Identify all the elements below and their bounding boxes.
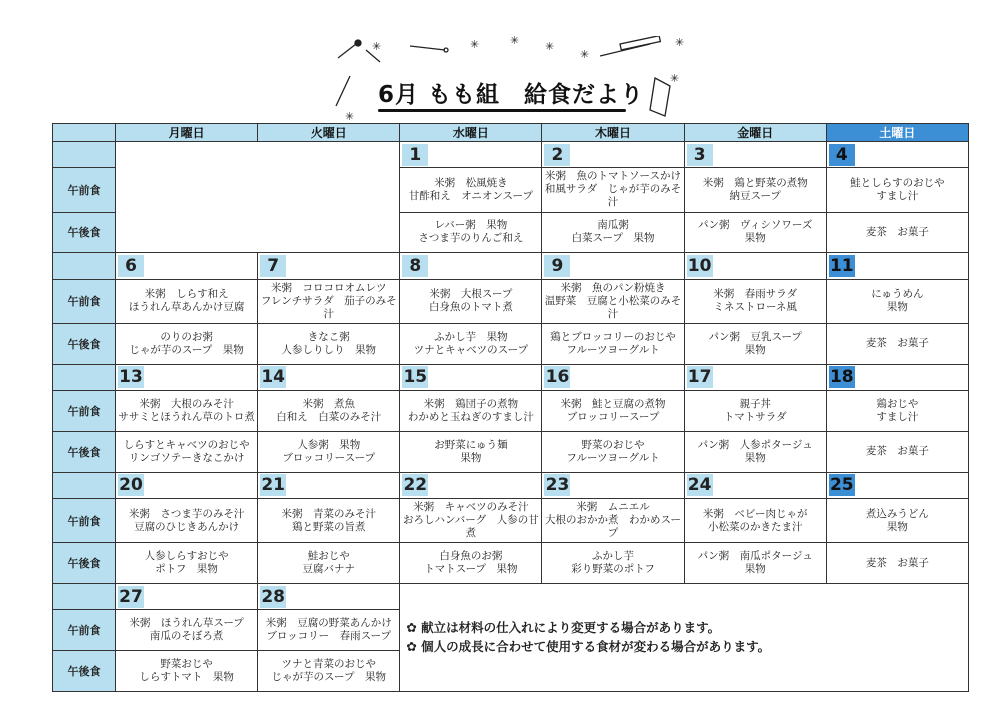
svg-text:✳: ✳	[580, 48, 590, 61]
date-cell	[116, 364, 258, 390]
date-cell	[116, 472, 258, 498]
afternoon-row	[53, 323, 969, 364]
date-number: 22	[403, 475, 428, 496]
morning-meal: 米粥 鶏と野菜の煮物 納豆スープ	[684, 168, 826, 212]
afternoon-meal: 野菜のおじや フルーツヨーグルト	[542, 431, 684, 472]
weekday-header-row	[53, 124, 969, 142]
date-number: 24	[687, 475, 712, 496]
afternoon-label: 午後食	[53, 543, 116, 584]
weekday-header: 月曜日	[116, 124, 258, 142]
date-label-cell	[53, 472, 116, 498]
afternoon-meal: レバー粥 果物 さつま芋のりんご和え	[400, 212, 542, 253]
header-corner	[53, 124, 116, 142]
note-line: ✿ 献立は材料の仕入れにより変更する場合があります。	[406, 618, 968, 637]
morning-row	[53, 391, 969, 432]
date-number: 16	[545, 367, 570, 388]
afternoon-meal: 鮭おじや 豆腐バナナ	[258, 543, 400, 584]
morning-label: 午前食	[53, 279, 116, 323]
date-cell	[542, 364, 684, 390]
afternoon-label: 午後食	[53, 431, 116, 472]
date-row	[53, 364, 969, 390]
morning-meal: 米粥 ほうれん草スープ 南瓜のそぼろ煮	[116, 610, 258, 651]
date-number: 3	[687, 144, 713, 166]
date-cell	[542, 253, 684, 279]
morning-meal: にゅうめん 果物	[826, 279, 968, 323]
morning-meal: 米粥 鮭と豆腐の煮物 ブロッコリースープ	[542, 391, 684, 432]
afternoon-meal: ツナと青菜のおじや じゃが芋のスープ 果物	[258, 651, 400, 692]
svg-text:✳: ✳	[670, 72, 680, 85]
date-cell	[684, 142, 826, 168]
afternoon-meal: 南瓜粥 白菜スープ 果物	[542, 212, 684, 253]
weekday-header: 水曜日	[400, 124, 542, 142]
date-row	[53, 142, 969, 168]
date-cell	[258, 583, 400, 609]
morning-label: 午前食	[53, 168, 116, 212]
svg-text:✳: ✳	[345, 110, 355, 123]
date-number: 18	[829, 367, 854, 388]
date-label-cell	[53, 583, 116, 609]
date-number: 10	[687, 256, 712, 277]
afternoon-meal: 麦茶 お菓子	[826, 543, 968, 584]
morning-label: 午前食	[53, 391, 116, 432]
date-row	[53, 583, 969, 609]
date-label-cell	[53, 253, 116, 279]
afternoon-meal: のりのお粥 じゃが芋のスープ 果物	[116, 323, 258, 364]
date-cell	[400, 364, 542, 390]
afternoon-row	[53, 543, 969, 584]
morning-row	[53, 279, 969, 323]
afternoon-label: 午後食	[53, 323, 116, 364]
afternoon-meal: お野菜にゅう麺 果物	[400, 431, 542, 472]
date-number: 11	[829, 256, 854, 277]
date-number: 15	[403, 367, 428, 388]
date-cell	[826, 472, 968, 498]
afternoon-label: 午後食	[53, 212, 116, 253]
date-row	[53, 253, 969, 279]
afternoon-meal: パン粥 南瓜ポタージュ 果物	[684, 543, 826, 584]
date-number: 28	[261, 586, 285, 607]
date-cell	[400, 253, 542, 279]
date-cell	[684, 472, 826, 498]
afternoon-meal: しらすとキャベツのおじや リンゴソテーきなこかけ	[116, 431, 258, 472]
afternoon-meal: 野菜おじや しらすトマト 果物	[116, 651, 258, 692]
afternoon-meal: パン粥 ヴィシソワーズ 果物	[684, 212, 826, 253]
morning-meal: 米粥 大根のみそ汁 ササミとほうれん草のトロ煮	[116, 391, 258, 432]
afternoon-label: 午後食	[53, 651, 116, 692]
header	[320, 36, 700, 124]
date-cell	[826, 364, 968, 390]
date-label-cell	[53, 142, 116, 168]
weekday-header-saturday: 土曜日	[826, 124, 968, 142]
date-cell	[258, 364, 400, 390]
afternoon-meal: きなこ粥 人参しりしり 果物	[258, 323, 400, 364]
date-number: 4	[829, 144, 855, 166]
date-number: 27	[119, 586, 143, 607]
morning-meal: 米粥 豆腐の野菜あんかけ ブロッコリー 春雨スープ	[258, 610, 400, 651]
morning-meal: 鶏おじや すまし汁	[826, 391, 968, 432]
date-cell	[826, 142, 968, 168]
svg-text:✳: ✳	[470, 38, 480, 51]
date-number: 14	[261, 367, 285, 388]
morning-meal: 米粥 コロコロオムレツ フレンチサラダ 茄子のみそ汁	[258, 279, 400, 323]
date-cell	[684, 253, 826, 279]
morning-meal: 鮭としらすのおじや すまし汁	[826, 168, 968, 212]
morning-label: 午前食	[53, 610, 116, 651]
morning-meal: 米粥 青菜のみそ汁 鶏と野菜の旨煮	[258, 499, 400, 543]
morning-meal: 米粥 キャベツのみそ汁 おろしハンバーグ 人参の甘煮	[400, 499, 542, 543]
date-cell	[258, 472, 400, 498]
svg-text:✳: ✳	[675, 36, 685, 49]
date-cell	[826, 253, 968, 279]
morning-meal: 米粥 春雨サラダ ミネストローネ風	[684, 279, 826, 323]
date-label-cell	[53, 364, 116, 390]
afternoon-meal: 麦茶 お菓子	[826, 323, 968, 364]
morning-meal: 米粥 魚のトマトソースかけ 和風サラダ じゃが芋のみそ汁	[542, 168, 684, 212]
blank-cell	[116, 142, 400, 253]
afternoon-meal: 人参しらすおじや ポトフ 果物	[116, 543, 258, 584]
afternoon-meal: ふかし芋 果物 ツナとキャベツのスープ	[400, 323, 542, 364]
morning-label: 午前食	[53, 499, 116, 543]
date-number: 20	[119, 475, 143, 496]
date-cell	[542, 142, 684, 168]
date-number: 23	[545, 475, 570, 496]
afternoon-meal: 白身魚のお粥 トマトスープ 果物	[400, 543, 542, 584]
afternoon-meal: 人参粥 果物 ブロッコリースープ	[258, 431, 400, 472]
afternoon-meal: 麦茶 お菓子	[826, 212, 968, 253]
morning-meal: 煮込みうどん 果物	[826, 499, 968, 543]
afternoon-row	[53, 431, 969, 472]
morning-row	[53, 499, 969, 543]
note-line: ✿ 個人の成長に合わせて使用する食材が変わる場合があります。	[406, 637, 968, 656]
morning-meal: 米粥 鶏団子の煮物 わかめと玉ねぎのすまし汁	[400, 391, 542, 432]
weekday-header: 火曜日	[258, 124, 400, 142]
afternoon-meal: 麦茶 お菓子	[826, 431, 968, 472]
date-cell	[258, 253, 400, 279]
lunch-calendar	[52, 123, 969, 692]
date-number: 8	[402, 255, 428, 277]
weekday-header: 金曜日	[684, 124, 826, 142]
weekday-header: 木曜日	[542, 124, 684, 142]
notes-cell	[400, 583, 969, 691]
page-title: 6月 もも組 給食だより	[378, 76, 644, 109]
date-cell	[116, 253, 258, 279]
date-number: 13	[119, 367, 143, 388]
date-number: 7	[260, 255, 286, 277]
date-number: 9	[544, 255, 570, 277]
morning-meal: 米粥 煮魚 白和え 白菜のみそ汁	[258, 391, 400, 432]
morning-meal: 米粥 ベビー肉じゃが 小松菜のかきたま汁	[684, 499, 826, 543]
date-number: 6	[118, 255, 144, 277]
morning-meal: 米粥 魚のパン粉焼き 温野菜 豆腐と小松菜のみそ 汁	[542, 279, 684, 323]
date-cell	[684, 364, 826, 390]
svg-text:✳: ✳	[545, 40, 555, 53]
date-cell	[400, 142, 542, 168]
date-cell	[116, 583, 258, 609]
morning-meal: 米粥 さつま芋のみそ汁 豆腐のひじきあんかけ	[116, 499, 258, 543]
afternoon-meal: 鶏とブロッコリーのおじや フルーツヨーグルト	[542, 323, 684, 364]
afternoon-meal: パン粥 豆乳スープ 果物	[684, 323, 826, 364]
svg-text:✳: ✳	[510, 36, 520, 47]
morning-meal: 米粥 松風焼き 甘酢和え オニオンスープ	[400, 168, 542, 212]
date-cell	[400, 472, 542, 498]
morning-meal: 米粥 大根スープ 白身魚のトマト煮	[400, 279, 542, 323]
date-number: 17	[687, 367, 712, 388]
morning-meal: 米粥 ムニエル 大根のおかか煮 わかめスー プ	[542, 499, 684, 543]
afternoon-meal: パン粥 人参ポタージュ 果物	[684, 431, 826, 472]
date-number: 1	[402, 144, 428, 166]
date-number: 25	[829, 475, 854, 496]
date-number: 21	[261, 475, 285, 496]
date-row	[53, 472, 969, 498]
afternoon-meal: ふかし芋 彩り野菜のポトフ	[542, 543, 684, 584]
date-number: 2	[544, 144, 570, 166]
date-cell	[542, 472, 684, 498]
morning-meal: 米粥 しらす和え ほうれん草あんかけ豆腐	[116, 279, 258, 323]
morning-meal: 親子丼 トマトサラダ	[684, 391, 826, 432]
svg-text:✳: ✳	[372, 40, 382, 53]
